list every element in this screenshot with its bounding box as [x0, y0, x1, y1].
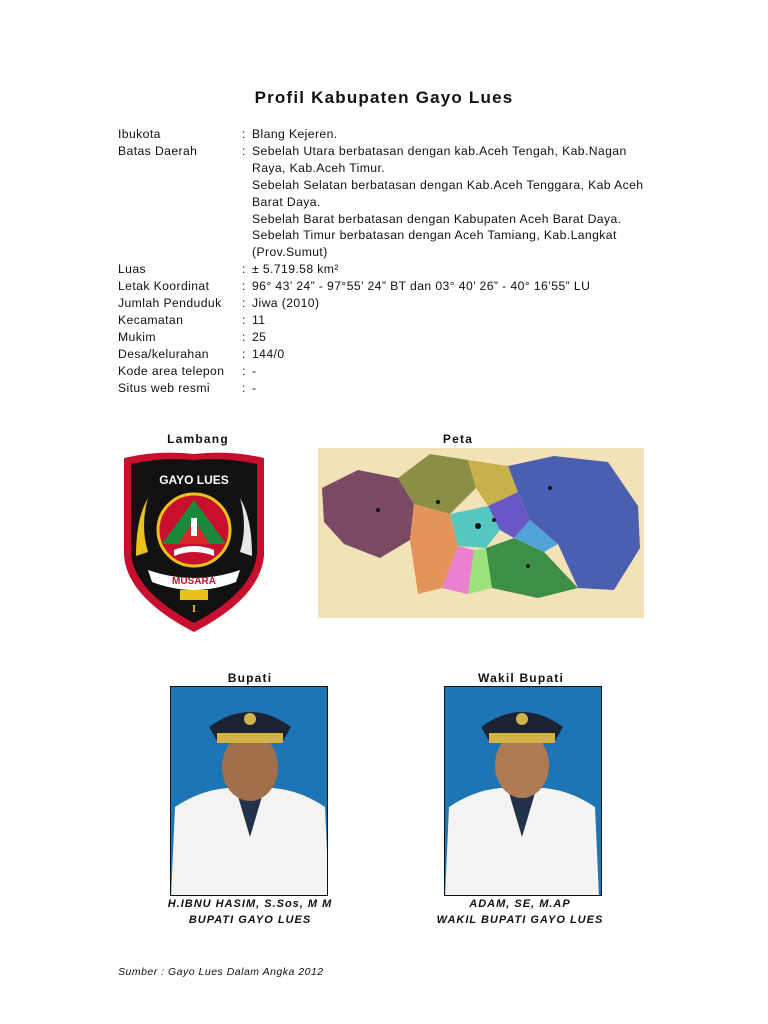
row-penduduk: [118, 295, 658, 312]
value-web: -: [252, 380, 257, 395]
colon: :: [242, 127, 246, 141]
peta-caption: Peta: [442, 432, 474, 446]
page-title: Profil Kabupaten Gayo Lues: [254, 88, 514, 107]
peta-map: [318, 448, 644, 618]
source-note: Sumber : Gayo Lues Dalam Angka 2012: [118, 966, 324, 978]
wakil-name: ADAM, SE, M.AP: [469, 898, 571, 910]
batas-line: (Prov.Sumut): [252, 245, 328, 260]
lambang-caption: Lambang: [167, 432, 229, 446]
colon: :: [242, 279, 246, 294]
label-luas: Luas: [118, 262, 147, 277]
row-kecamatan: [118, 312, 658, 329]
batas-line: Sebelah Barat berbatasan dengan Kabupaten Aceh Barat Daya.: [252, 211, 622, 226]
colon: :: [242, 143, 246, 158]
colon: :: [242, 329, 246, 344]
label-desa: Desa/kelurahan: [118, 346, 209, 361]
lambang-emblem: [118, 448, 270, 634]
batas-line: Sebelah Utara berbatasan dengan kab.Aceh Tengah, Kab.Nagan: [252, 143, 627, 158]
label-ibukota: Ibukota: [118, 127, 161, 141]
batas-line: Sebelah Timur berbatasan dengan Aceh Tamiang, Kab.Langkat: [252, 228, 617, 243]
value-kecamatan: 11: [252, 312, 266, 327]
bupati-photo: [170, 686, 328, 896]
label-web: Situs web resmi: [118, 380, 211, 395]
emblem-ribbon-text: MUSARA: [172, 576, 216, 587]
colon: :: [242, 296, 246, 311]
label-batas-daerah: Batas Daerah: [118, 143, 198, 158]
wakil-photo: [444, 686, 602, 896]
label-kecamatan: Kecamatan: [118, 312, 184, 327]
label-telepon: Kode area telepon: [118, 363, 225, 378]
wakil-info: [420, 896, 620, 928]
colon: :: [242, 346, 246, 361]
value-telepon: -: [252, 363, 257, 378]
label-koordinat: Letak Koordinat: [118, 279, 210, 294]
value-penduduk: Jiwa (2010): [252, 296, 320, 311]
row-web: [118, 380, 658, 397]
bupati-name: H.IBNU HASIM, S.Sos, M M: [167, 898, 333, 910]
label-mukim: Mukim: [118, 329, 156, 344]
colon: :: [242, 312, 246, 327]
bupati-caption: Bupati: [227, 671, 273, 685]
batas-line: Raya, Kab.Aceh Timur.: [252, 160, 386, 175]
profile-table: [118, 126, 658, 397]
row-koordinat: [118, 278, 658, 295]
bupati-title: BUPATI GAYO LUES: [188, 914, 312, 926]
colon: :: [242, 262, 246, 277]
batas-line: Sebelah Selatan berbatasan dengan Kab.Aceh Tenggara, Kab Aceh: [252, 177, 644, 192]
row-batas-daerah: [118, 143, 658, 261]
value-luas: ± 5.719.58 km²: [252, 262, 339, 277]
row-ibukota: [118, 126, 658, 143]
row-luas: [118, 261, 658, 278]
value-desa: 144/0: [252, 346, 285, 361]
row-desa: [118, 346, 658, 363]
value-mukim: 25: [252, 329, 267, 344]
value-batas-daerah: [252, 143, 658, 261]
bupati-info: [150, 896, 350, 928]
row-telepon: [118, 363, 658, 380]
colon: :: [242, 363, 246, 378]
row-mukim: [118, 329, 658, 346]
value-koordinat: 96° 43’ 24” - 97°55’ 24” BT dan 03° 40’ 26” - 40° 16’55” LU: [252, 279, 591, 294]
emblem-top-text: GAYO LUES: [159, 473, 229, 487]
wakil-caption: Wakil Bupati: [478, 671, 564, 685]
colon: :: [242, 380, 246, 395]
label-penduduk: Jumlah Penduduk: [118, 296, 222, 311]
wakil-title: WAKIL BUPATI GAYO LUES: [436, 914, 604, 926]
value-ibukota: Blang Kejeren.: [252, 127, 338, 141]
emblem-numeral: I: [191, 603, 197, 615]
batas-line: Barat Daya.: [252, 194, 321, 209]
